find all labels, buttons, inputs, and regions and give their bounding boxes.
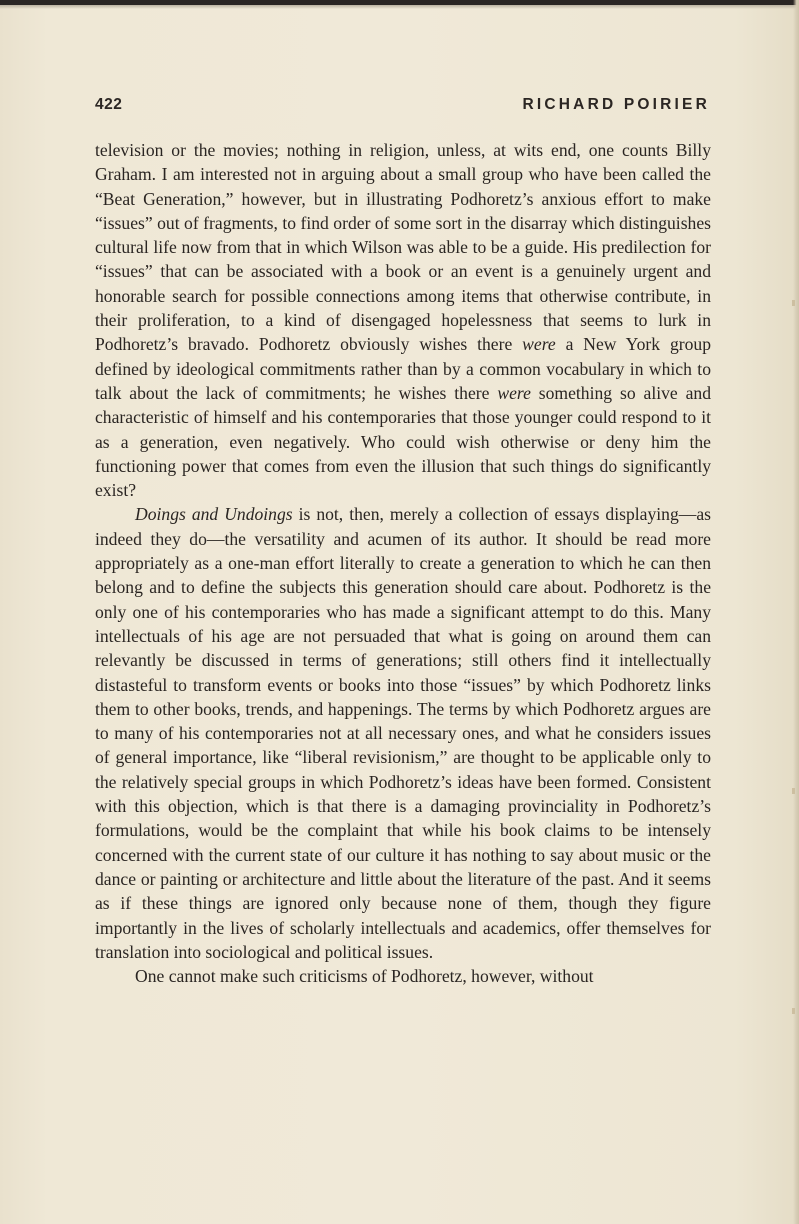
body-text xyxy=(95,138,711,988)
page-right-edge xyxy=(793,0,799,1224)
italic-text: Doings and Undoings xyxy=(135,504,293,525)
page-number: 422 xyxy=(95,96,123,113)
page-top-shadow xyxy=(0,5,799,9)
running-head-author: RICHARD POIRIER xyxy=(522,96,710,113)
paragraph-text: is not, then, merely a collection of essays displaying—as indeed they do—the versatility and acumen of its author. It should be read more appropriately as a one-man effort literally to create a generation to which he can then belong and to define the subjects this generation should care about. Podhoretz is the only one of his contemporaries who has made a significant attempt to do this. Many intellectuals of his age are not persuaded that what is going on around them can relevantly be discussed in terms of generations; still others find it intellectually distasteful to transform events or books into those “issues” by which Podhoretz links them to other books, trends, and happenings. The terms by which Podhoretz argues are to many of his contemporaries not at all necessary ones, and what he considers issues of general importance, like “liberal revisionism,” are thought to be applicable only to the relatively special groups in which Podhoretz’s ideas have been formed. Consistent with this objection, which is that there is a damaging provinciality in Podhoretz’s formulations, would be the complaint that while his book claims to be intensely concerned with the current state of our culture it has nothing to say about music or the dance or painting or architecture and little about the literature of the past. And it seems as if these things are ignored only because none of them, though they figure importantly in the lives of scholarly intellectuals and academics, offer themselves for translation into sociological and political issues. xyxy=(95,504,711,962)
paragraph-text: One cannot make such criticisms of Podhoretz, however, without xyxy=(135,966,594,987)
paragraph xyxy=(95,964,711,988)
paragraph-text: television or the movies; nothing in religion, unless, at wits end, one counts Billy Graham. I am interested not in arguing about a small group who have been called the “Beat Generation,” however, but in illustrating Podhoretz’s anxious effort to make “issues” out of fragments, to find order of some sort in the disarray which distinguishes cultural life now from that in which Wilson was able to be a guide. His predilection for “issues” that can be associated with a book or an event is a genuinely urgent and honorable search for possible connections among items that otherwise contribute, in their proliferation, to a kind of disengaged hopelessness that seems to lurk in Podhoretz’s bravado. Podhoretz obviously wishes there xyxy=(95,140,711,355)
running-head xyxy=(95,96,710,118)
paragraph-text: a New York group defined by ideological commitments rather than by a common vocabulary in which to talk about the lack of commitments; he wishes there xyxy=(95,334,711,403)
paragraph xyxy=(95,502,711,964)
paragraph-text: something so alive and characteristic of himself and his contemporaries that those younger could respond to it as a generation, even negatively. Who could wish otherwise or deny him the functioning power that comes from even the illusion that such things do significantly exist? xyxy=(95,382,712,501)
margin-speck xyxy=(792,300,795,306)
italic-text: were xyxy=(497,382,531,403)
margin-speck xyxy=(792,1008,795,1014)
italic-text: were xyxy=(522,334,556,355)
margin-speck xyxy=(792,788,795,794)
paragraph xyxy=(95,138,711,502)
